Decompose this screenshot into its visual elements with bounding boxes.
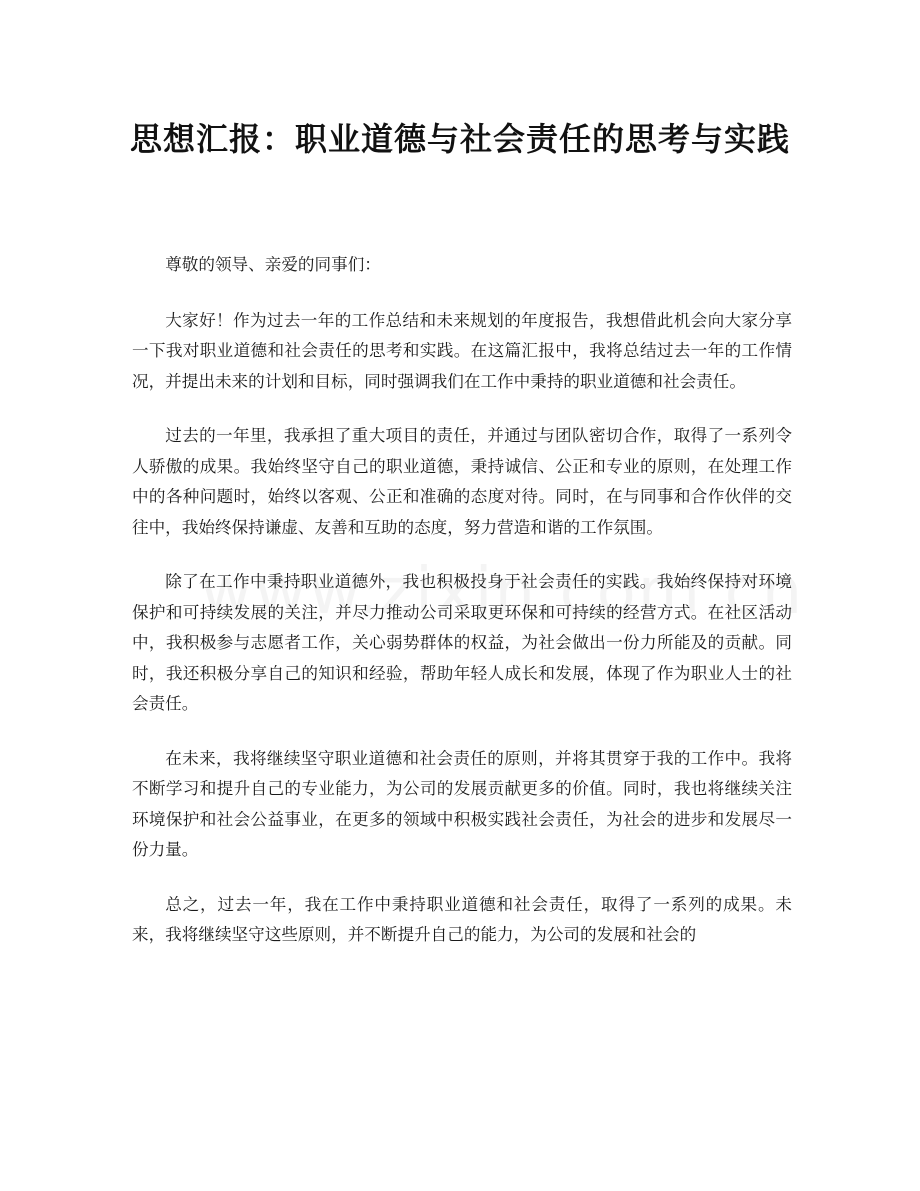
- summary-paragraph: 总之，过去一年，我在工作中秉持职业道德和社会责任，取得了一系列的成果。未来，我将继续坚守这些原则，并不断提升自己的能力，为公司的发展和社会的: [132, 894, 792, 944]
- document-body: [132, 250, 792, 975]
- social-responsibility-paragraph: 除了在工作中秉持职业道德外，我也积极投身于社会责任的实践。我始终保持对环境保护和可持续发展的关注，并尽力推动公司采取更环保和可持续的经营方式。在社区活动中，我积极参与志愿者工作，关心弱势群体的权益，为社会做出一份力所能及的贡献。同时，我还积极分享自己的知识和经验，帮助年轻人成长和发展，体现了作为职业人士的社会责任。: [132, 572, 792, 713]
- intro-paragraph: 大家好！作为过去一年的工作总结和未来规划的年度报告，我想借此机会向大家分享一下我对职业道德和社会责任的思考和实践。在这篇汇报中，我将总结过去一年的工作情况，并提出未来的计划和目标，同时强调我们在工作中秉持的职业道德和社会责任。: [132, 310, 792, 391]
- document-title: 思想汇报：职业道德与社会责任的思考与实践: [130, 120, 791, 158]
- greeting-paragraph: 尊敬的领导、亲爱的同事们：: [165, 255, 381, 274]
- future-plan-paragraph: 在未来，我将继续坚守职业道德和社会责任的原则，并将其贯穿于我的工作中。我将不断学习和提升自己的专业能力，为公司的发展贡献更多的价值。同时，我也将继续关注环境保护和社会公益事业，在更多的领域中积极实践社会责任，为社会的进步和发展尽一份力量。: [132, 748, 792, 859]
- past-year-paragraph: 过去的一年里，我承担了重大项目的责任，并通过与团队密切合作，取得了一系列令人骄傲的成果。我始终坚守自己的职业道德，秉持诚信、公正和专业的原则，在处理工作中的各种问题时，始终以客观、公正和准确的态度对待。同时，在与同事和合作伙伴的交往中，我始终保持谦虚、友善和互助的态度，努力营造和谐的工作氛围。: [132, 426, 792, 537]
